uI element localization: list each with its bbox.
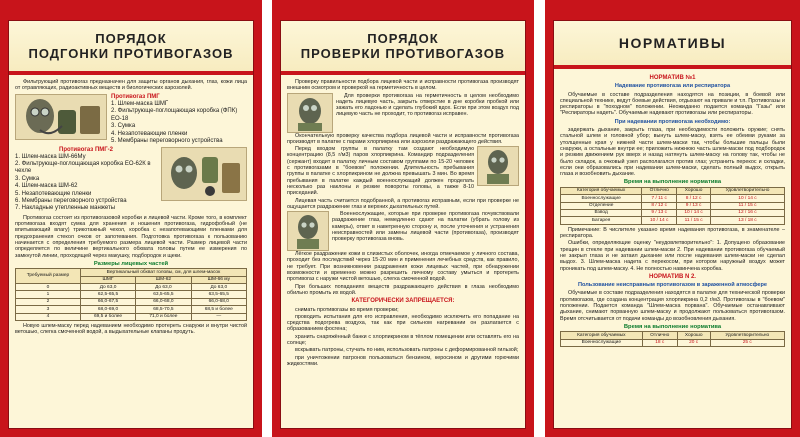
table-cell: 68,0-69,0 [80,306,135,313]
png2-illustration [161,147,247,201]
table-cell: 18 с [642,339,677,346]
table-cell: 25 с [710,339,784,346]
png-legend-item: 4. Незапотевающие пленки [111,130,188,137]
png2-block [15,147,247,213]
table-cell: 10 / 14 с [677,209,711,216]
norm2-title: НОРМАТИВ N 2. [649,273,696,280]
table-cell: Отделение [561,202,642,209]
png-title: Противогаз ПМГ [111,93,160,100]
panel-checking-body [281,75,525,372]
norm2-table-head: Категория обучаемых [561,332,643,339]
table-cell: Военнослужащие [561,195,642,202]
table-cell: 11 / 15 с [677,217,711,224]
gas-mask-icon [18,96,104,138]
norm1-p1: Обучаемые в составе подразделения находятся на позиции, в боевой или специальной технике, ведут боевые действия, отдыхают на привале и т.п. Противогазы и респираторы в "походном" положении. Неожиданно подается команда "Газы" или "Респираторы надеть". Обучаемые надевают противогазы или респираторы. [560,91,785,117]
table-cell: 69,5 и более [80,313,135,320]
panel-fitting-title-1: ПОРЯДОК [95,31,167,46]
fitting-description: Противогаз состоит из противогазовой коробки и лицевой части. Кроме того, в комплект противогаза входят сумка для хранения и ношения противогаза, гидрофобный (не впитывающий влагу) трикотажный чехол, коробка с незапотевающими пленками для предохранения стекол очков от запотевания. Подготовка противогаза к пользованию начинается с определения требуемого размера лицевой части. Размер лицевой части определяется по величине вертикального обхвата головы путем ее измерения по замкнутой линии, проходящей через макушку, подбородок и щеки. [15,214,247,259]
png2-legend-item: 6. Мембраны переговорного устройства [15,198,127,205]
panel-fitting [0,0,262,437]
size-table-group: Вертикальный обхват головы, см, для шлем-масок [80,269,246,276]
png2-legend [15,154,157,213]
norm2-p1: Обучаемые в составе подразделения находятся в палатке для технической проверки противогазов, где создана концентрация хлорпикрина 0,2 г/м3. Противогазы в "боевом" положении. Подается команда "Шлем-маска порвана". Обучаемые останавливают дыхание, снимают порванную шлем-маску и продолжают пользоваться противогазом. Время отсчитывается от подачи команды до возобновления дыхания. [560,290,785,322]
png2-legend-item: 1. Шлем-маска ШМ-66Му [15,153,86,160]
panel-checking-header [281,21,525,75]
table-row [561,339,785,346]
table-cell: 63,5-65,5 [191,291,246,298]
size-table-col0: Требуемый размер [16,269,81,284]
table-cell: Батарея [561,217,642,224]
table-row [16,291,247,298]
forbidden-item: при уничтожении патронов пользоваться бензином, керосином и другими горючими жидкостями. [287,354,519,367]
check-p1: Проверку правильности подбора лицевой части и исправности противогаза производят внешним осмотром и проверкой на герметичность в целом. [287,79,519,92]
size-table-col: ШМ-66 му [191,276,246,283]
png-legend [111,101,247,145]
fitting-outro: Новую шлем-маску перед надеванием необходимо протереть снаружи и внутри чистой ветошью, слегка смоченной водой, а выдыхательные клапаны продуть. [15,323,247,336]
check-illustration-1 [287,93,333,133]
size-table [15,268,247,321]
norm1-table-head: Хорошо [677,187,711,194]
norm1-subtitle-2: При надевании противогаза необходимо: [614,118,731,125]
png2-legend-item: 3. Сумка [15,175,40,182]
check-illustration-2 [477,146,519,186]
table-cell: — [191,313,246,320]
check-p6: Военнослужащие, которые при проверке противогаза почувствовали раздражение глаз, немедленно сдают на палатки (убрать голову из камеры), ответ в наветренную сторону и, после уточнения и устранения неисправностей или замены лицевой части (противогаза), производят проверку противогаза вновь. [332,211,519,243]
table-row [561,217,785,224]
norm1-p2: задержать дыхание, закрыть глаза, при необходимости положить оружие; снять стальной шлем и головной убор; вынуть шлем-маску, взять ее обеими руками за утолщенные края у нижней части шлем-маски так, чтобы большие пальцы были снаружи, а остальные внутри ее; приложить нижнюю часть шлем-маски под подбородок и резким движением рук вверх и назад натянуть шлем-маску на голову так, чтобы не было складок, а очковый узел располагался против глаз; устранить перекос и складки, если они образовались при надевании шлем-маски, сделать полный выдох, открыть глаза и возобновить дыхание. [560,127,785,178]
panel-fitting-header [9,21,253,75]
table-cell: 8 / 12 с [642,202,677,209]
size-table-col: ШМГ [80,276,135,283]
table-cell: 9 / 13 с [642,209,677,216]
check-p3: Окончательную проверку качества подбора лицевой части и исправности противогаза производят в палатке с парами хлорпикрина или аэрозоли раздражающего действия. [287,132,519,145]
panel-norms-inner [553,20,792,429]
table-cell: 0 [16,284,81,291]
table-row [16,306,247,313]
norm2-table-head: Удовлетворительно [710,332,784,339]
png-illustration [15,94,107,140]
table-cell: До 63,0 [136,284,191,291]
table-cell: 9 / 13 с [677,202,711,209]
check-p4: Перед входом группы в палатку там создают необходимую концентрацию (8,5 г/м3) паров хлорпикрина. Командир подразделения (сержант) входит в палатку личным составом группами по 15-20 человек с противогазами в "боевом" положении. Длительность пребывания группы в палатке с хлорпикрином не должна превышать 3 мин. Во время пребывания в палатке каждый военнослужащий должен проделать несколько раз наклоны и резкие повороты головы, а также 8-10 приседаний. [287,146,474,197]
table-cell: 10 / 14 с [710,195,784,202]
check-illustration-3 [287,211,329,251]
table-cell: 62,5-65,5 [80,291,135,298]
panel-checking-title-1: ПОРЯДОК [367,31,439,46]
panel-norms-header [554,21,791,69]
norm1-note: Примечание: В числителе указано время надевания противогаза, в знаменателе – респиратора. [560,226,785,240]
png-legend-item: 1. Шлем-маска ШМГ [111,100,169,107]
table-cell: 66,0-67,5 [80,298,135,305]
table-cell: 1 [16,291,81,298]
soldier-mask-icon [290,213,326,249]
png2-legend-item: 5. Незапотевающие пленки [15,190,92,197]
panel-checking-inner [280,20,526,429]
norm1-table [560,187,785,225]
check-p2: Для проверки противогаза на герметичность в целом необходимо надеть лицевую часть, закрыть отверстие в дне коробки пробкой или зажать его ладонью и сделать глубокий вдох. Если при этом воздух под лицевую часть не проходит, то противогаз исправен. [336,92,519,118]
panel-norms-body [554,69,791,351]
table-cell: До 63,0 [191,284,246,291]
table-cell: 4 [16,313,81,320]
check-p8: При больших попаданиях веществ раздражающего действия в глаза необходимо обильно промыть их водой. [287,283,519,296]
table-cell: 8 / 12 с [677,195,711,202]
norm1-title: НОРМАТИВ №1 [649,75,696,81]
table-cell: 66,0-68,0 [136,298,191,305]
soldier-mask-icon [480,148,516,184]
norm2-subtitle: Пользование неисправным противогазом в зараженной атмосфере [577,282,768,289]
table-cell: 2 [16,298,81,305]
table-row [16,298,247,305]
panel-fitting-body [9,75,253,341]
norm1-table-head: Категория обучаемых [561,187,642,194]
soldier-mask-icon [290,95,330,131]
forbidden-item: проводить испытания для его исправления, необходимо исключить его попадание на средства подогрева воздуха, так как при сильном нагревании он разлагается с образованием фосгена; [287,313,519,333]
norm1-table-title: Время на выполнение норматива [623,179,722,186]
png-legend-item: 3. Сумка [111,123,136,130]
forbidden-item: вскрывать патроны, стучать по ним, использовать патроны с деформированной гильзой; [295,347,519,354]
table-cell: 68,5 и более [191,306,246,313]
table-cell: 13 / 18 с [710,217,784,224]
panel-checking-title-2: ПРОВЕРКИ ПРОТИВОГАЗОВ [300,46,506,61]
norm2-table [560,331,785,347]
table-cell: 12 / 16 с [710,209,784,216]
norm2-table-head: Хорошо [677,332,710,339]
table-cell: 63,5-65,5 [136,291,191,298]
table-row [561,195,785,202]
size-table-col: ШМ-62 [136,276,191,283]
table-row [561,202,785,209]
norm1-table-head: Отлично [642,187,677,194]
panel-checking [272,0,534,437]
forbidden-title: КАТЕГОРИЧЕСКИ ЗАПРЕЩАЕТСЯ: [351,298,455,305]
png2-legend-item: 2. Фильтрующе-поглощающая коробка ЕО-62К в чехле [15,161,151,175]
png-legend-item: 5. Мембраны переговорного устройства [111,137,223,144]
norm2-table-head: Отлично [642,332,677,339]
norm1-subtitle: Надевание противогаза или респиратора [614,83,731,90]
table-row [16,284,247,291]
png-legend-item: 2. Фильтрующе-поглощающая коробка (ФПК) ЕО-18 [111,108,238,122]
panel-fitting-title-2: ПОДГОНКИ ПРОТИВОГАЗОВ [28,46,234,61]
table-cell: Взвод [561,209,642,216]
fitting-intro: Фильтрующий противогаз предназначен для защиты органов дыхания, глаз, кожи лица от отравляющих, радиоактивных веществ и биологических аэрозолей. [15,79,247,92]
table-cell: 68,5-70,5 [136,306,191,313]
gas-mask-kit-icon [164,149,244,199]
png2-legend-item: 7. Накладные утепленные манжеты [15,205,116,212]
table-cell: 66,0-68,0 [191,298,246,305]
table-cell: 7 / 11 с [642,195,677,202]
table-cell: 10 / 14 с [642,217,677,224]
check-p7: Лёгкое раздражение кожи в слизистых оболочек, иногда отмечаемое у личного состава, проходит без последствий через 15-20 мин и применения лечебных средств, как правило, не требует. При возникновении раздражения кожи лицевых частей, при обнаружении возможности и временно можно разрешить личному составу умыться и протереть противогаз с наружи чистой ветошью, слегка смоченной водой. [287,251,519,283]
table-row [16,313,247,320]
table-row [561,209,785,216]
size-table-title: Размеры лицевых частей [93,260,169,267]
png-block [15,94,247,146]
forbidden-item: хранить снаряжённый банки с хлорпикрином в тёплом помещении или оставлять его на солнце; [287,333,519,347]
png2-title: Противогаз ПМГ-2 [59,147,113,154]
table-cell: 3 [16,306,81,313]
norm1-table-head: Удовлетворительно [710,187,784,194]
check-p5: Лицевая часть считается подобранной, а противогаз исправным, если при проверке не ощущается раздражение глаз и верхних дыхательных путей. [287,197,519,210]
table-cell: 71,0 и более [136,313,191,320]
table-cell: Военнослужащие [561,339,643,346]
norm2-table-title: Время на выполнение норматива [623,323,722,330]
table-cell: До 63,0 [80,284,135,291]
table-cell: 11 / 15 с [710,202,784,209]
panel-fitting-inner [8,20,254,429]
panel-norms-title: НОРМАТИВЫ [618,34,727,51]
forbidden-item: снимать противогазы во время проверки; [295,306,399,313]
norm1-errors: Ошибки, определяющие оценку "неудовлетворительно": 1. Допущено образование трещин в стекле при надевании шлем-маски 2. При надевании противогаза обучаемый не закрыл глаза и не затаил дыхание или после надевания шлем-маски не сделал выдох. 3. Шлем-маска надета с перекосом, при котором наружный воздух может проникать под шлем-маску. 4. Не полностью навинчена коробка. [560,240,785,272]
panel-norms [545,0,800,437]
png2-legend-item: 4. Шлем-маска ШМ-62 [15,183,78,190]
table-cell: 20 с [677,339,710,346]
